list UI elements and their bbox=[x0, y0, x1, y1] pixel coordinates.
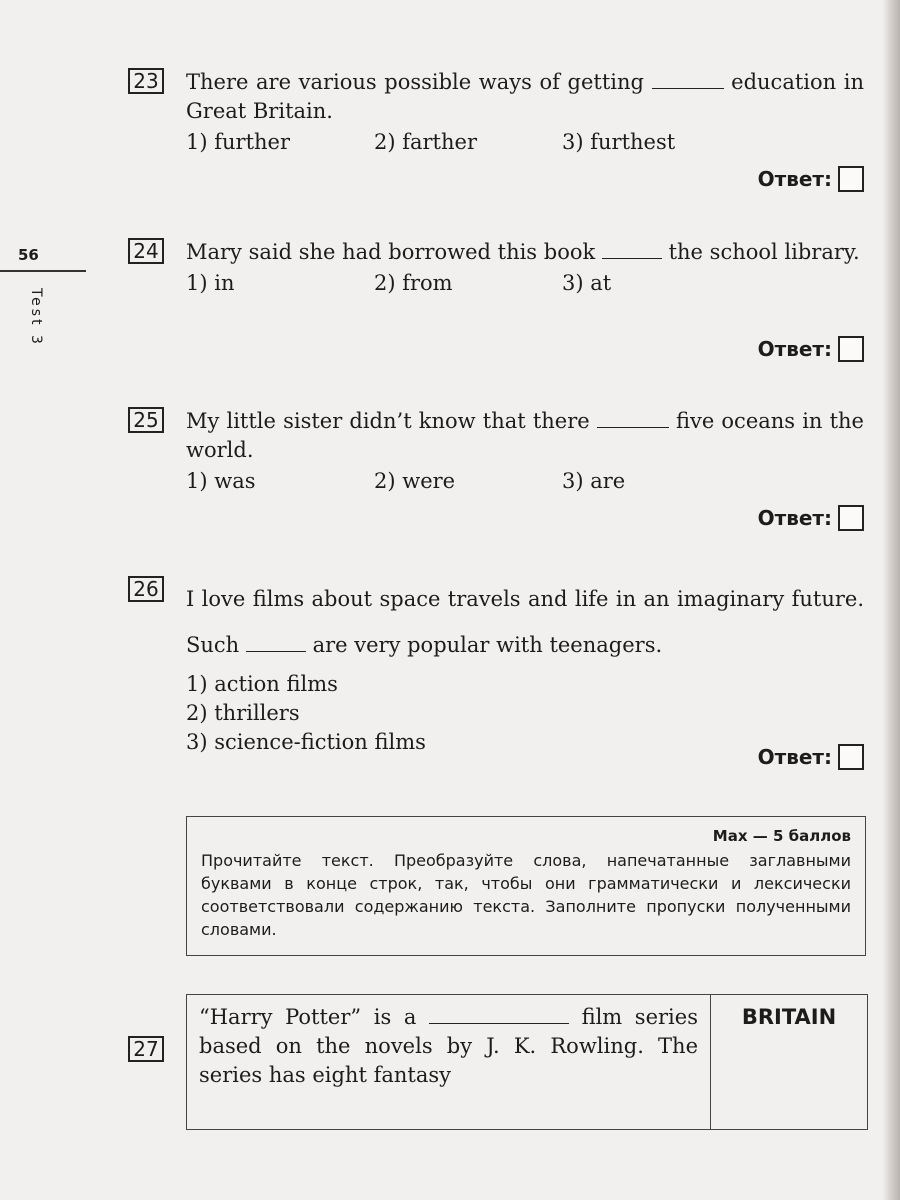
option-2: 2) thrillers bbox=[186, 701, 300, 725]
question-part-2: education in Great Britain. bbox=[186, 70, 864, 123]
option-3: 3) are bbox=[562, 469, 626, 493]
page-edge bbox=[882, 0, 900, 1200]
answer-blank bbox=[246, 633, 306, 652]
answer-box[interactable] bbox=[838, 166, 864, 192]
task-number: 23 bbox=[128, 68, 164, 94]
question-text bbox=[186, 238, 864, 267]
task-23 bbox=[128, 68, 864, 191]
answer-blank bbox=[652, 70, 724, 89]
question-part-2: are very popular with teenagers. bbox=[312, 633, 663, 657]
question-part-2: five oceans in the world. bbox=[186, 409, 864, 462]
word-formation-text bbox=[187, 995, 711, 1129]
option-1: 1) action films bbox=[186, 672, 338, 696]
option-1: 1) was bbox=[186, 469, 256, 493]
task-number-27: 27 bbox=[128, 1036, 164, 1062]
answer-blank bbox=[602, 240, 662, 259]
instructions-box bbox=[186, 816, 866, 956]
question-part-1: There are various possible ways of getting bbox=[186, 70, 644, 94]
answer-label: Ответ: bbox=[757, 506, 832, 530]
question-part-1: Mary said she had borrowed this book bbox=[186, 240, 596, 264]
answer-row bbox=[758, 505, 864, 531]
side-test-label: Test 3 bbox=[28, 288, 44, 347]
option-2: 2) farther bbox=[374, 130, 477, 154]
answer-label: Ответ: bbox=[757, 167, 832, 191]
answer-blank bbox=[597, 409, 669, 428]
options bbox=[186, 128, 864, 157]
question-part-1: My little sister didn’t know that there bbox=[186, 409, 590, 433]
answer-box[interactable] bbox=[838, 336, 864, 362]
option-3: 3) science-fiction films bbox=[186, 730, 426, 754]
task-24 bbox=[128, 238, 864, 361]
word-formation-table bbox=[186, 994, 868, 1130]
answer-box[interactable] bbox=[838, 744, 864, 770]
option-3: 3) at bbox=[562, 271, 612, 295]
answer-box[interactable] bbox=[838, 505, 864, 531]
task-number: 24 bbox=[128, 238, 164, 264]
task-number: 25 bbox=[128, 407, 164, 433]
question-part-1: I love films about space travels and life in an imaginary future. Such bbox=[186, 587, 864, 657]
instructions-text: Прочитайте текст. Преобразуйте слова, напечатанные заглавными буквами в конце строк, так, чтобы они грамматически и лексически соответствовали содержанию текста. Заполните пропуски полученными словами. bbox=[201, 851, 851, 939]
base-word: BRITAIN bbox=[741, 1005, 837, 1029]
task-number: 26 bbox=[128, 576, 164, 602]
text-part-1: “Harry Potter” is a bbox=[199, 1005, 417, 1029]
question-text bbox=[186, 407, 864, 465]
question-text bbox=[186, 576, 864, 668]
text-part-2: film series based on the novels by J. K. Rowling. The series has eight fantasy bbox=[199, 1005, 698, 1087]
answer-label: Ответ: bbox=[757, 337, 832, 361]
option-3: 3) furthest bbox=[562, 130, 676, 154]
question-part-2: the school library. bbox=[668, 240, 860, 264]
answer-label: Ответ: bbox=[757, 745, 832, 769]
task-26 bbox=[128, 576, 864, 769]
page-number-rule bbox=[0, 270, 86, 272]
page-number: 56 bbox=[18, 246, 39, 264]
option-2: 2) from bbox=[374, 271, 453, 295]
option-1: 1) further bbox=[186, 130, 290, 154]
answer-row bbox=[758, 744, 864, 770]
option-1: 1) in bbox=[186, 271, 235, 295]
question-text bbox=[186, 68, 864, 126]
options bbox=[186, 269, 864, 298]
options bbox=[186, 467, 864, 496]
answer-row bbox=[758, 166, 864, 192]
option-2: 2) were bbox=[374, 469, 456, 493]
task-25 bbox=[128, 407, 864, 530]
max-score: Max — 5 баллов bbox=[712, 827, 851, 845]
answer-row bbox=[758, 336, 864, 362]
answer-blank[interactable] bbox=[429, 1005, 569, 1024]
